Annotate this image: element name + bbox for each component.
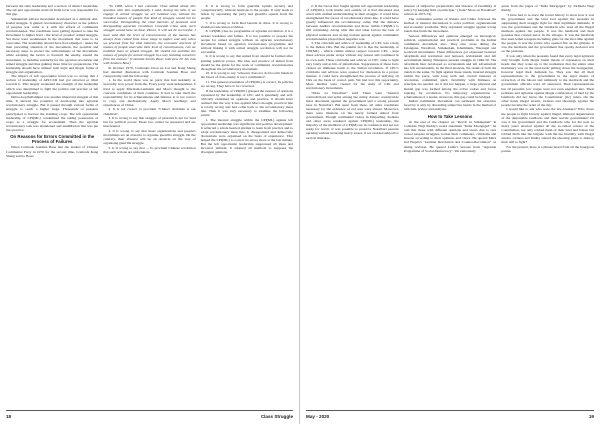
paragraph: The impact of left opportunist trend was so strong that a section of leadership of APCCCR had got attracted or tilted towards it. This largely weakened the strength of the leadership which was determined to fight the politics and practice of left opportunist leadership. bbox=[6, 74, 99, 95]
page-number: 19 bbox=[588, 414, 594, 419]
right-columns bbox=[306, 4, 594, 406]
paragraph: For the present, there is a phrase heard from all the bourgeois parties bbox=[501, 144, 594, 153]
list-item: 3. The criticism and advice of leadership of CPC was a help to the Indian CRs. But the painful fact is that the leadership of CPI(ML) - which claims utmost respect towards CPC - kept these advices under wraps without any reason and continued in its own path. These criticisms and advices of CPC came to light very lately and as bits of information. Suppression of these facts caused an immense harm to the Indian revolution. If CPC's criticisms and advices were opened for discussion in a proper manner, it could have strengthened the process of unifying all CRs on the basis of correct path. We had lost this opportunity. More hurdles were created for the unity of CRs and revolutionary movements. bbox=[306, 41, 399, 91]
right-page bbox=[300, 0, 600, 424]
list-item: 2. It is not correct to proclaim "China's chairman is our chairman". bbox=[103, 107, 196, 116]
paragraph: Indian communist movement can surmount the obstacles faced by it only by discarding subjective trends in the method of criticism, review and analysis. bbox=[403, 99, 497, 112]
paragraph: Serious differences and opinions emerged on ideological, political, organisational and practical problems in the Indian communist movement also. They also arose during the Telangana, Naxalbari, Srikakulam, Khammam, Warangal and Godavari movements. These differences got expressed between reformism and revolution and between revisionism and left sectarianism during Telangana peasant struggle in 1946-50. The reformism later developed as revisionism and left adventurism into left sectarianism. In the final analysis, the result of both the trends is the same. To fight against these trends, internal struggle within the party, with long term and overall interests of revolution, committed spirit, flexibility with firmness on principle are needed. As it did not happen, a large physical and mental gap was formed among the active cadres and forces aspiring for revolution. No temporary organisations or achievement of a leader, moreover, this gap could be bridged. bbox=[403, 33, 497, 99]
list-item: 2. If the forces that fought against left opportunist leadership of CPI(ML), both inside and outside of it had discussed and acted with unified understanding in their struggle, it could have strengthened the forces of revolutionary mass line. It could have greatly influenced the revolutionary camp. But the distance between Andhra revolutionaries and those within CPI(ML) is still continuing. Along with this and other factors the lack of physical relations and wrong notions spread against communist revolutionaries played their negative role. bbox=[306, 4, 399, 41]
list-item: 9. It is wrong to say that united front should be formed after gaining political power. The idea and practice of united front should be the guide for the work of communist revolutionaries throughout the revolutionary movement. bbox=[200, 54, 293, 71]
paragraph: In October 1970, Comrades Chou en Lai and Kang Sheng had detailed discussion with Comrade Soumen Bose and categorically said the following: bbox=[103, 65, 196, 78]
paragraph: Debra-Gopiballabhpur was another important struggle of that time. It showed the potential of developing into agrarian revolutionary struggle. But it passed through various forms of struggle to reach a higher stage. Thousands of peasants participated to harvest the standing crops. The left opportunist leadership of CPI(ML) condemned the taking possession of crops as a struggle for economism. Then the agrarian revolutionary task was abandoned and annihilation line was put into practice. bbox=[6, 95, 99, 132]
right-column-1 bbox=[306, 4, 399, 406]
journal-name: Class Struggle bbox=[260, 414, 293, 419]
left-column-2 bbox=[103, 4, 195, 406]
list-item: 11. The general orientation of CPI(ML) is correct, its policies are wrong. They have to be corrected. bbox=[200, 79, 293, 88]
section-heading: On Reasons for Errors Committed in the Process of Failures bbox=[10, 133, 95, 144]
list-item: 4. It is wrong to say that mass organisations and people's movements are an obstacle to organize guerrilla struggle. On the contrary, their absence will be an obstacle on the way of organising guerrilla struggle. bbox=[103, 128, 196, 146]
list-item: 1. In the world there was no party that had suddenly or upwardly won power from the, Every party went independent, it tried to apply Marxism-Leninism and Mao's thought to the concrete conditions of their countries. It had to take itself the responsibility for its achievements and failures. It is not correct to copy one mechanically. Apply Mao's teachings and experiences of China. bbox=[103, 78, 196, 107]
quote-paragraph: I would like to ask who were the law-breakers? Who drove the people to fight bravely against illegal, immoral degeneration of the dispossible landlords and their servile government? Or was it the government and the landlords who for the past so many years enacted against all the so-called canons of the Constitution, not only robbed them of their land and labour but robbed them like the brigade with the the brutality with illegal arrests, tortures and finally started the shooting game to destroy their will to fight? bbox=[501, 107, 594, 145]
right-column-2 bbox=[404, 4, 497, 406]
left-column-3 bbox=[201, 4, 293, 406]
paragraph: absence of subjective preparations and absence of flexibility in policy by keeping firm on principle." (from "More on Naxalbari" written in 1973-74) bbox=[403, 4, 497, 17]
left-columns bbox=[6, 4, 293, 406]
section-heading: How to Take Lessons bbox=[427, 113, 473, 119]
list-item: 10. It is wrong to say "whoever does not do blood in hands in the blood of class enemy is not a communist". bbox=[200, 71, 293, 80]
list-item: 3. It is wrong to say that struggle of peasants is not for land but for political power. These two cannot be separated and are interrelated. bbox=[103, 116, 196, 129]
right-footer bbox=[306, 410, 594, 421]
page-number: 18 bbox=[6, 414, 12, 419]
right-column-3 bbox=[501, 4, 594, 406]
paragraph: When Comrade Soumen Bose met the leaders of Chinese Communist Party in 1970 for the second time, Comrade Kang Sheng said to Bose: bbox=[6, 145, 99, 158]
list-item: 7. It is wrong to form Red Guards in cities. It is wrong to abandon trade union activities. bbox=[200, 20, 293, 29]
list-item: 5. It is wrong to say that ... To proclaim Chinese revolution that such actions are unfortunate. bbox=[103, 145, 196, 154]
paragraph: quote from the pages of "India Mortgaged" by Tarimela Nagi Reddy. bbox=[501, 4, 594, 13]
paragraph: "More on Naxalbari" said: There were "internal contradictions and splits among the ruling classes; countrywide mass discontent against the government and a strong peasant base in Naxalbari. But apart from these, all other conditions necessary for the existence of red area were absent. Moreover, there were illusions on the newly formed united front government. Though communist cadres in Darjeeling, Kolkata and other areas rendered against CPI(ML) leadership, the majority of the members of CPI(M) are in confusion and are not ready for revolt. It was possible to preserve Naxalbari peasant uprising without incurring heavy losses, if we avoided subjective tactical mistakes, bbox=[306, 90, 399, 140]
paragraph: between the state leadership and a section of district leadership. The ref-and opportunist trend all India level was responsible for this gap. bbox=[6, 4, 99, 17]
list-item: 8. CPI(ML) has no programme of agrarian revolution. It is a serious weakness and failure. It is not possible to prepare the people for armed struggle without an agrarian revolutionary movement based on agrarian revolutionary programme and without linking it with armed struggle revolution will not be successful. bbox=[200, 29, 293, 54]
left-footer bbox=[6, 410, 293, 421]
paragraph: Srikakulam adivasi movement developed as a militant anti-feudal struggle. It gained revolutionary character as the politics of peoples war came to it with the efforts of communist revolutionaries. The conditions were getting ripened to take the movement to higher level - the level of peoples' armed struggle. Yet there were weaknesses in the movement that were to be overcome. The leadership should have had adjudged - under the then prevailing situation of the movement, the possible and necessary steps to protect the achievements of the movement, while adopting the tactics to forestall the enemy, extend the movement, to mobilise solidarity for the agrarian revolution and armed struggle and thus gaining more time for preparations. The leadership should have utilised both legal and illegal forms of struggle and organisation. bbox=[6, 16, 99, 74]
paragraph: The communist parties of Russia and China followed the method of internal discussions to solve political, organisational and economic problems. They organised struggle against wrong trends that harm the movement. bbox=[403, 16, 497, 33]
list-item: 1. The internal struggle within the CPI(ML) against left opportunist leadership was significant and positive development. It reflected a whole hearted attempt to learn from practice and to adopt revolutionary mass line. It disappointed and democratic discussions were organised on the basis of experience. That helped the CPI(ML) to correct its errors more at the last minute. But the left opportunist leadership suppressed all ideas and incorrect attitude. It adopted all methods to suppress the divergent opinions. bbox=[200, 117, 293, 155]
paragraph: At the end of the chapter on "Revolt in Srikakulam" in Comrade Nagi Reddy's noted statement "India Mortgaged", he said that those with different opinions and views due to sure rooted peoples struggles, notion their comments, criticisms and lessons according to their opinions and views. He quoted Marx and Engels's "German Revolution and Counter-Revolution" on taking revision. He quoted Lenin's lessons from "Agrarian Programme of Social-Democracy". We elaborately bbox=[403, 120, 497, 153]
quote-paragraph: "I have had to re-trace the recent history to show how it was the government and the land lord against the peasants in suppressing their struggle fight for their legitimate demands. It was the government and the landlords who used all the illegal methods against the people. It was the landlords and their goondas that created terror in the villages. It was the landlords that used lethal weapons including guns for the first time against the people. It was the police who opened fire on the girijans. It was the landlords and the government that openly declared war on the peasants. bbox=[501, 12, 594, 54]
paragraph: If the leadership of CPI(ML) grasped the essence of opinions expressed by the leadership of CPC and it genuinely and self-critically examined its opinions and practice, it should have realised that the way it has applied Mao's thought, practical line is totally wrong and had come back to the revolutionary mass line. Then it was very necessary to examine the following points: bbox=[200, 88, 293, 118]
quote-paragraph: "In 1968, when I met comrade Chou talked about this question with him emphatically. I said, during the talk, if we engage in armed struggle we are isolated way, without the broadest masses of people this kind of struggle would not be successful. Disregarding the vital interests of peasants and disregarding agrarian revolution Comrade Chou said, such struggle would have no base. Hence, it will not be successful. I have said that the level of consciousness of the masses has always been raised from lower stage to higher, and only when we proceed from the vital interests, the economic interests of masses of people and raise their level of consciousness, can we mobilize them to armed struggle. We should not mobilise the masses of people for armed struggle in a way isolating ourselves from the masses." (Comrade Sourin Bose, interview Dr Lin Lok with Soumen Bose) bbox=[103, 4, 196, 66]
journal-date: May - 2020 bbox=[306, 414, 330, 419]
left-column-1 bbox=[6, 4, 98, 406]
quote-paragraph: It was only when the peasants found that every legal agitation only brought forth illegal brutal means of repression on their heads that they woke up to the realisation that the entire state machinery was on the land-lords' pulling down the bourgeoisie, however legal their demands be. They saw that all their representations to the government in the legal means of extraction of the labour and ruthlessly to the landlords and the government officials were all answered. Their representations but all peaceful, low wages were not even enquired into. Their petitions and agitation against illegal confiscation of land by the landlords did not move the Constitution' (sic) rulers. On the other hand, illegal arrests, tortures and shootings against the people became the order of the day. bbox=[501, 53, 594, 107]
list-item: 6. It is wrong to form guerrilla squads secretly and conspiratorially, without relations to the people. It only leads to defeat by separating the party and guerrilla squads from the people. bbox=[200, 4, 293, 21]
